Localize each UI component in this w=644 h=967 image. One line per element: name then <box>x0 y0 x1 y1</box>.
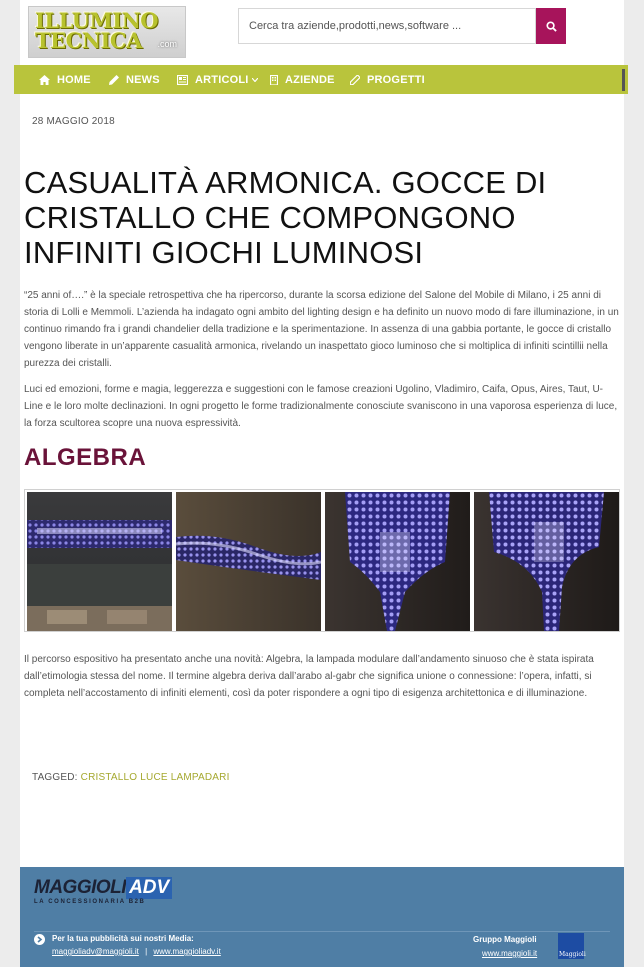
article-paragraph-3: Il percorso espositivo ha presentato anche una novità: Algebra, la lampada modulare dall’andamento sinuoso che è stata ispirata dall’etimologia stessa del nome. Il termine algebra deriva dall’arabo al-gabr che significa unione o connessione: l’opera, infatti, si completa nell’accostamento di infiniti elementi, così da poter rispondere a ogni tipo di esigenza architettonica e di illuminazione. <box>24 654 594 699</box>
search-box <box>238 8 536 44</box>
footer-brand-adv: ADV <box>126 877 172 899</box>
search-icon <box>546 21 557 32</box>
site-header <box>20 0 624 64</box>
section-heading: ALGEBRA <box>24 444 147 471</box>
logo-domain: .com <box>157 39 177 49</box>
newspaper-icon <box>177 75 188 85</box>
nav-label-progetti: PROGETTI <box>367 73 425 86</box>
nav-label-home: HOME <box>57 73 91 86</box>
site-footer <box>20 867 624 967</box>
footer-divider <box>34 931 610 932</box>
nav-label-articoli: ARTICOLI <box>195 73 249 86</box>
footer-contact <box>34 934 221 956</box>
pencil-icon <box>109 75 119 85</box>
nav-item-progetti[interactable] <box>350 65 425 94</box>
footer-separator: | <box>145 947 148 956</box>
gallery-image-1[interactable] <box>27 492 172 631</box>
page-background <box>20 0 624 967</box>
footer-group-label: Gruppo Maggioli <box>473 935 537 944</box>
footer-brand-sub: LA CONCESSIONARIA B2B <box>34 899 146 905</box>
maggioli-logo-text: Maggioli <box>559 951 586 958</box>
maggioli-logo[interactable] <box>558 933 584 959</box>
article-tags <box>32 772 230 783</box>
gallery-image-3[interactable] <box>325 492 470 631</box>
nav-label-aziende: AZIENDE <box>285 73 335 86</box>
footer-brand: MAGGIOLI <box>34 877 127 898</box>
article-paragraph-1: “25 anni of….” è la speciale retrospettiva che ha ripercorso, durante la scorsa edizione del Salone del Mobile di Milano, i 25 anni di storia di Lolli e Memmoli. L’azienda ha indagato ogni ambito del lighting design e ha definito un nuovo modo di fare illuminazione, in un continuo rimando fra i grandi chandelier della tradizione e la sperimentazione. In assenza di una gabbia portante, le gocce di cristallo vengono liberate in un’apparente casualità armonica, rivelando un inaspettato gioco luminoso che si moltiplica di infiniti scintillii nella purezza dei cristalli. <box>24 290 619 369</box>
article-paragraph-2: Luci ed emozioni, forme e magia, leggerezza e suggestioni con le famose creazioni Ugolino, Vladimiro, Caifa, Opus, Aires, Taut, U-Line e le loro molte declinazioni. In ogni progetto le forme tradizionalmente conosciute svaniscono in una vaporosa esperienza di luce, la forza scultorea scopre una nuova espressività. <box>24 384 618 429</box>
chevron-down-icon <box>252 78 258 82</box>
tag-links[interactable]: CRISTALLO LUCE LAMPADARI <box>80 772 230 783</box>
site-logo[interactable] <box>28 6 186 58</box>
footer-adv-site-link[interactable]: www.maggioliadv.it <box>153 947 221 956</box>
maggioli-adv-logo[interactable] <box>34 877 172 905</box>
footer-group-site-link[interactable]: www.maggioli.it <box>482 949 538 958</box>
nav-item-articoli[interactable] <box>177 65 258 94</box>
tags-label: TAGGED: <box>32 772 78 783</box>
arrow-right-icon <box>34 934 45 945</box>
image-gallery <box>24 489 620 632</box>
logo-line1: ILLUMINO <box>35 8 159 33</box>
search-input[interactable] <box>239 9 535 43</box>
search-button[interactable] <box>536 8 566 44</box>
article-title: CASUALITÀ ARMONICA. GOCCE DI CRISTALLO CHE COMPONGONO INFINITI GIOCHI LUMINOSI <box>24 165 547 270</box>
pencil-icon <box>350 75 360 85</box>
main-nav <box>14 65 628 94</box>
article-date: 28 MAGGIO 2018 <box>32 116 115 127</box>
nav-item-aziende[interactable] <box>270 65 335 94</box>
gallery-image-2[interactable] <box>176 492 321 631</box>
footer-info-label: Per la tua pubblicità sui nostri Media: <box>52 934 194 943</box>
nav-item-news[interactable] <box>109 65 160 94</box>
footer-email-link[interactable]: maggioliadv@maggioli.it <box>52 947 139 956</box>
gallery-image-4[interactable] <box>474 492 619 631</box>
nav-label-news: NEWS <box>126 73 160 86</box>
footer-group <box>473 935 537 958</box>
logo-line2: TECNICA <box>35 28 142 53</box>
nav-scroll-handle <box>622 69 625 91</box>
building-icon <box>270 75 278 85</box>
home-icon <box>39 75 50 85</box>
nav-item-home[interactable] <box>39 65 91 94</box>
